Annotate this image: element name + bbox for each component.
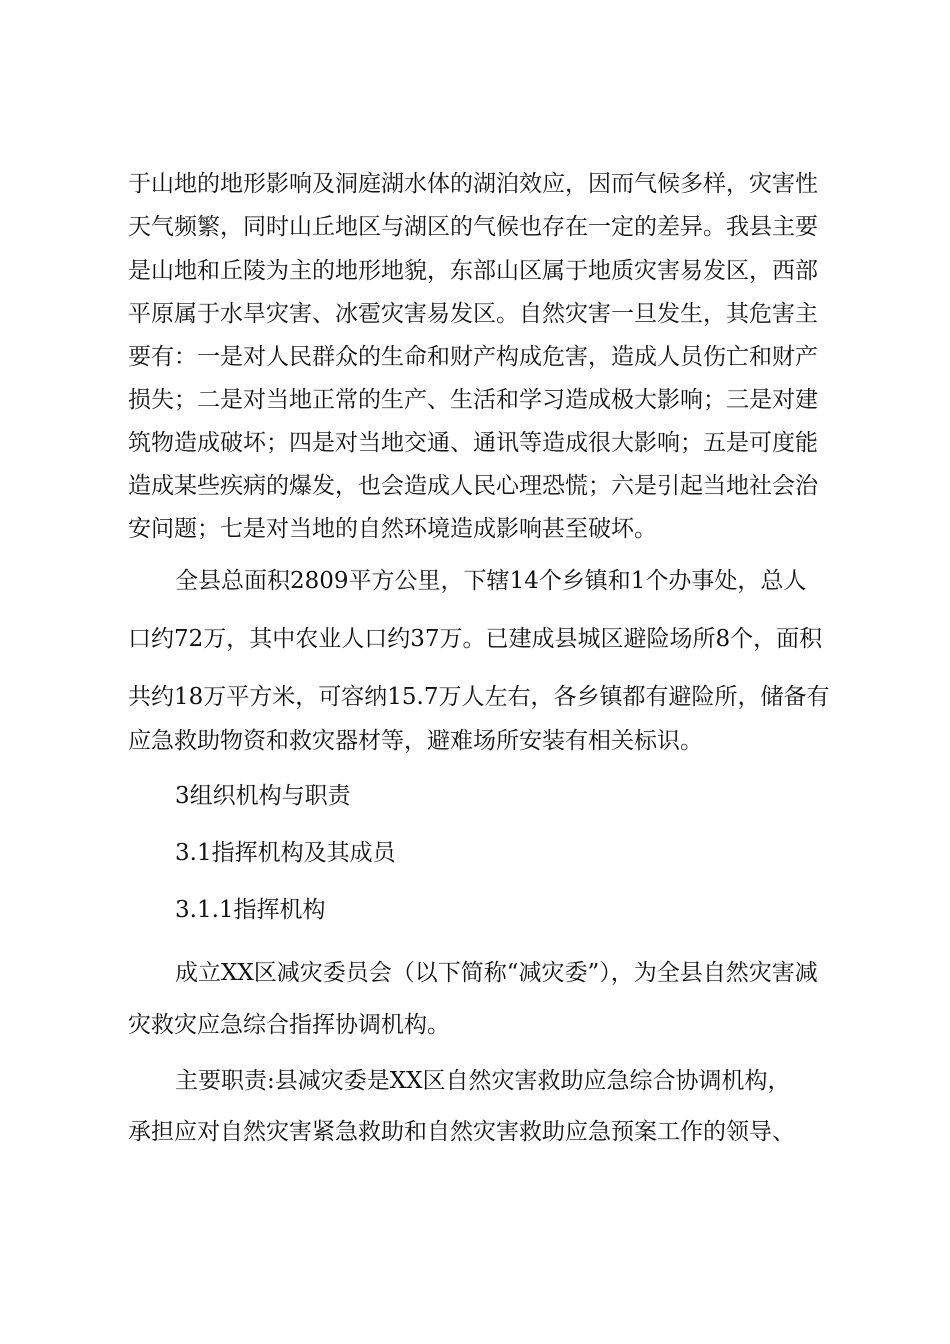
text-line: 承担应对自然灾害紧急救助和自然灾害救助应急预案工作的领导、 bbox=[128, 1119, 795, 1145]
text-line: 安问题；七是对当地的自然环境造成影响甚至破坏。 bbox=[128, 516, 657, 542]
text-line: 于山地的地形影响及洞庭湖水体的湖泊效应，因而气候多样，灾害性 bbox=[128, 171, 818, 197]
text-line: 共约18万平方米，可容纳15.7万人左右，各乡镇都有避险所，储备有 bbox=[128, 684, 830, 710]
section-heading-3: 3组织机构与职责 bbox=[175, 783, 351, 809]
text-line: 口约72万，其中农业人口约37万。已建成县城区避险场所8个，面积 bbox=[128, 626, 823, 652]
text-line: 损失；二是对当地正常的生产、生活和学习造成极大影响；三是对建 bbox=[128, 387, 818, 413]
text-line: 造成某些疾病的爆发，也会造成人民心理恐慌；六是引起当地社会治 bbox=[128, 473, 818, 499]
section-heading-3-1-1: 3.1.1指挥机构 bbox=[175, 897, 326, 923]
text-line: 全县总面积2809平方公里，下辖14个乡镇和1个办事处，总人 bbox=[175, 568, 807, 594]
text-line: 天气频繁，同时山丘地区与湖区的气候也存在一定的差异。我县主要 bbox=[128, 214, 818, 240]
text-line: 主要职责:县减灾委是XX区自然灾害救助应急综合协调机构， bbox=[175, 1068, 791, 1094]
text-line: 是山地和丘陵为主的地形地貌，东部山区属于地质灾害易发区，西部 bbox=[128, 258, 818, 284]
text-line: 筑物造成破坏；四是对当地交通、通讯等造成很大影响；五是可度能 bbox=[128, 430, 818, 456]
text-line: 平原属于水旱灾害、冰雹灾害易发区。自然灾害一旦发生，其危害主 bbox=[128, 301, 818, 327]
text-line: 灾救灾应急综合指挥协调机构。 bbox=[128, 1012, 450, 1038]
text-line: 要有：一是对人民群众的生命和财产构成危害，造成人员伤亡和财产 bbox=[128, 344, 818, 370]
text-line: 成立XX区减灾委员会（以下简称“减灾委”），为全县自然灾害减 bbox=[175, 960, 818, 986]
text-line: 应急救助物资和救灾器材等，避难场所安装有相关标识。 bbox=[128, 728, 703, 754]
section-heading-3-1: 3.1指挥机构及其成员 bbox=[175, 840, 396, 866]
